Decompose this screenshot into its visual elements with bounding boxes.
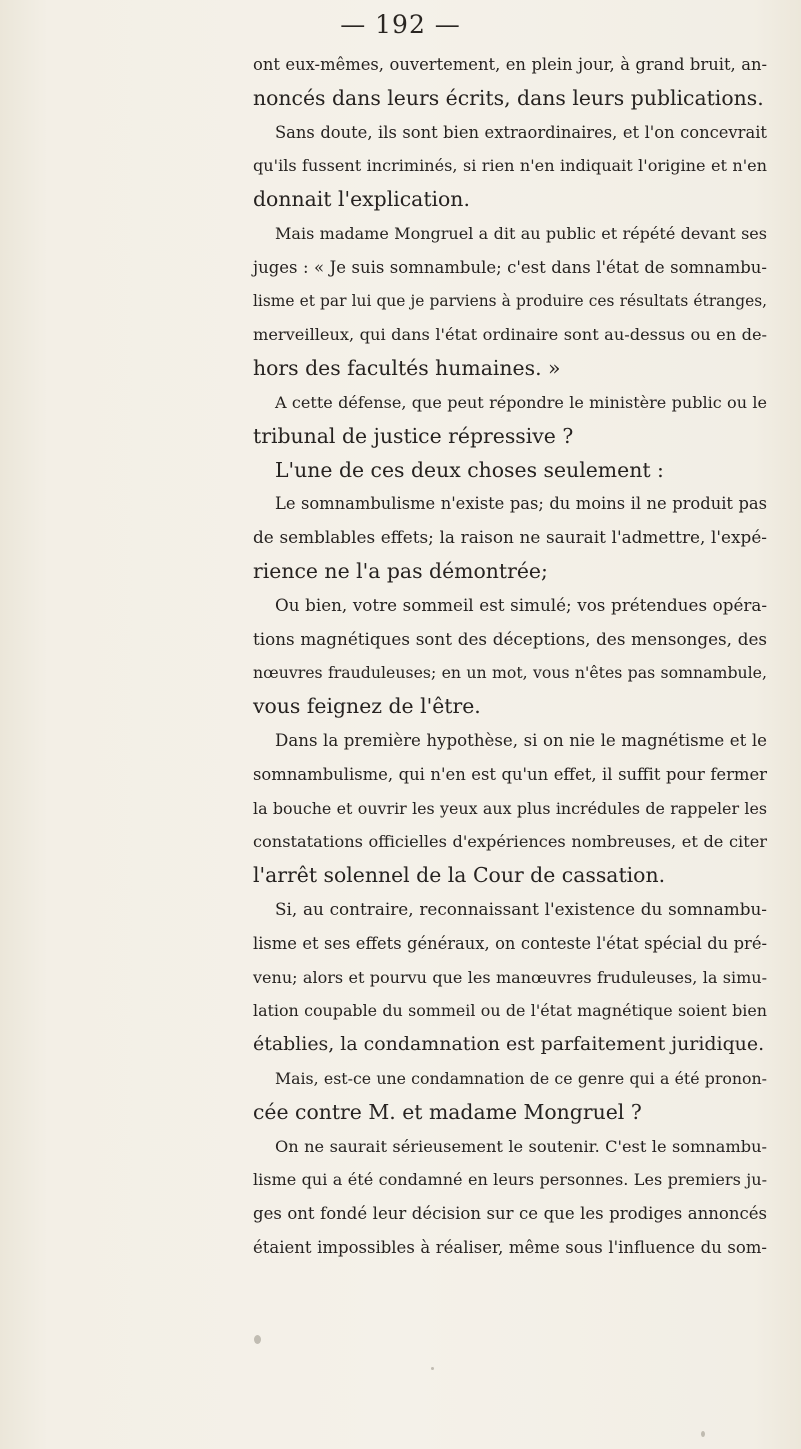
paper-speck [431, 1367, 434, 1370]
text-line: hors des facultés humaines. » [253, 356, 561, 381]
text-line: Sans doute, ils sont bien extraordinaires, et l'on concevrait [275, 122, 767, 142]
text-line: tribunal de justice répressive ? [253, 423, 574, 448]
text-line: tions magnétiques sont des déceptions, des mensonges, des [253, 628, 767, 649]
text-line: établies, la condamnation est parfaitement juridique. [253, 1033, 765, 1056]
text-line: constatations officielles d'expériences nombreuses, et de citer [253, 832, 767, 852]
text-line: A cette défense, que peut répondre le ministère public ou le [275, 392, 767, 412]
text-line: l'arrêt solennel de la Cour de cassation. [253, 863, 666, 888]
text-line: de semblables effets; la raison ne saurait l'admettre, l'expé- [253, 527, 767, 548]
text-line: ont eux-mêmes, ouvertement, en plein jour, à grand bruit, an- [253, 55, 767, 74]
text-line: venu; alors et pourvu que les manœuvres fruduleuses, la simu- [253, 967, 767, 987]
text-line: la bouche et ouvrir les yeux aux plus incrédules de rappeler les [253, 798, 767, 818]
text-line: ges ont fondé leur décision sur ce que les prodiges annoncés [253, 1204, 767, 1224]
text-line: noncés dans leurs écrits, dans leurs publications. [253, 85, 764, 110]
text-line: lation coupable du sommeil ou de l'état magnétique soient bien [253, 1001, 767, 1021]
page-number: — 192 — [340, 10, 461, 39]
text-line: lisme qui a été condamné en leurs personnes. Les premiers ju- [253, 1170, 767, 1190]
text-line: vous feignez de l'être. [253, 694, 481, 719]
text-line: juges : « Je suis somnambule; c'est dans l'état de somnambu- [253, 257, 767, 277]
text-line: Mais, est-ce une condamnation de ce genre qui a été pronon- [275, 1068, 767, 1088]
text-line: lisme et ses effets généraux, on conteste l'état spécial du pré- [253, 933, 767, 953]
text-line: lisme et par lui que je parviens à produire ces résultats étranges, [253, 291, 767, 310]
text-line: Dans la première hypothèse, si on nie le magnétisme et le [275, 730, 767, 750]
text-line: merveilleux, qui dans l'état ordinaire sont au-dessus ou en de- [253, 325, 767, 345]
text-line: On ne saurait sérieusement le soutenir. C'est le somnambu- [275, 1136, 767, 1156]
text-line: Mais madame Mongruel a dit au public et répété devant ses [275, 223, 767, 243]
paper-speck [701, 1431, 705, 1437]
text-line: étaient impossibles à réaliser, même sous l'influence du som- [253, 1237, 767, 1257]
text-line: qu'ils fussent incriminés, si rien n'en indiquait l'origine et n'en [253, 156, 767, 176]
text-line: Ou bien, votre sommeil est simulé; vos prétendues opéra- [275, 594, 767, 615]
text-line: Si, au contraire, reconnaissant l'existence du somnambu- [275, 898, 767, 919]
text-line: rience ne l'a pas démontrée; [253, 558, 548, 583]
text-line: somnambulisme, qui n'en est qu'un effet, il suffit pour fermer [253, 764, 767, 784]
paper-speck [254, 1335, 261, 1344]
text-line: donnait l'explication. [253, 187, 470, 212]
text-line: nœuvres frauduleuses; en un mot, vous n'êtes pas somnambule, [253, 663, 767, 683]
text-line: L'une de ces deux choses seulement : [275, 457, 664, 482]
page-text [253, 48, 767, 1265]
text-line: cée contre M. et madame Mongruel ? [253, 1099, 642, 1124]
text-line: Le somnambulisme n'existe pas; du moins il ne produit pas [275, 494, 767, 514]
